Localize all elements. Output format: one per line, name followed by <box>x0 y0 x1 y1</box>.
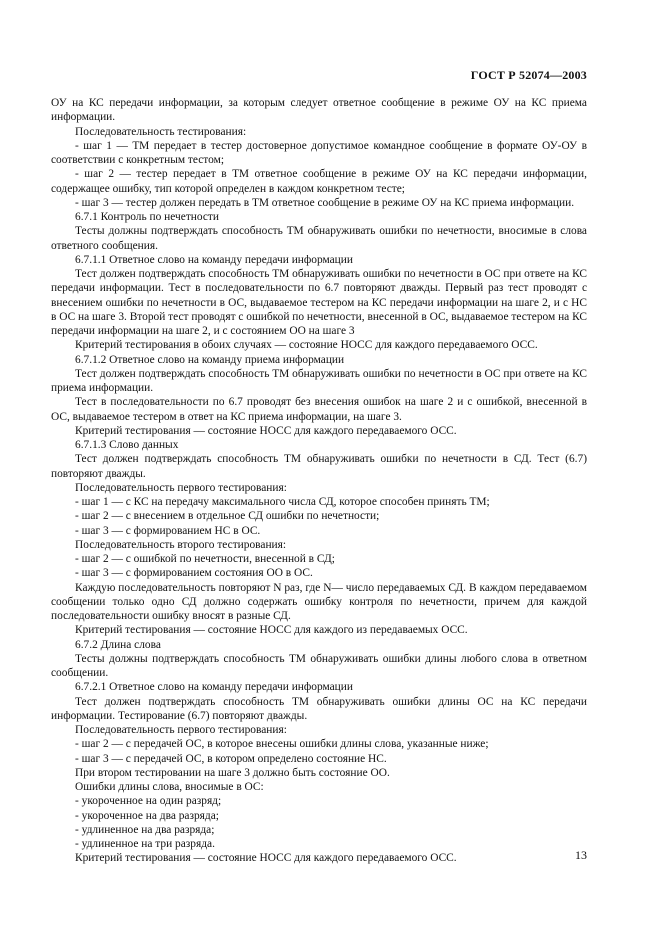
paragraph: Каждую последовательность повторяют N раз, где N— число передаваемых СД. В каждом передаваемом сообщении только одно СД должно содержать ошибку контроля по нечетности, причем для каждой последовательности ошибку вносят в разные СД. <box>51 581 587 622</box>
paragraph: - укороченное на один разряд; <box>75 795 222 808</box>
paragraph: Тесты должны подтверждать способность ТМ обнаруживать ошибки длины любого слова в ответном сообщении. <box>51 652 587 679</box>
paragraph: Последовательность первого тестирования: <box>75 724 287 736</box>
paragraph: Тест должен подтверждать способность ТМ обнаруживать ошибки по нечетности в ОС при ответе на КС приема информации. <box>51 367 587 394</box>
paragraph: 6.7.1 Контроль по нечетности <box>75 211 220 223</box>
paragraph: - шаг 2 — с ошибкой по нечетности, внесенной в СД; <box>75 553 335 565</box>
paragraph: - шаг 1 — ТМ передает в тестер достоверное допустимое командное сообщение в формате ОУ-ОУ в соответствии с конкретным тестом; <box>51 139 587 166</box>
paragraph: При втором тестировании на шаге 3 должно быть состояние ОО. <box>75 766 390 779</box>
paragraph: - шаг 3 — с формированием НС в ОС. <box>75 524 261 537</box>
paragraph: - удлиненное на три разряда. <box>75 838 215 850</box>
paragraph: Тест должен подтверждать способность ТМ обнаруживать ошибки длины ОС на КС передачи информации. Тестирование (6.7) повторяют дважды. <box>51 695 587 722</box>
paragraph: - шаг 2 — тестер передает в ТМ ответное сообщение в режиме ОУ на КС передачи информации, содержащее ошибку, тип которой определен в каждом конкретном тесте; <box>51 168 587 195</box>
paragraph: ОУ на КС передачи информации, за которым следует ответное сообщение в режиме ОУ на КС приема информации. <box>51 97 587 124</box>
page-number: 13 <box>575 848 587 862</box>
paragraph: - шаг 3 — с формированием состояния ОО в ОС. <box>75 567 313 580</box>
paragraph: - шаг 3 — тестер должен передать в ТМ ответное сообщение в режиме ОУ на КС приема информации. <box>75 196 575 209</box>
paragraph: Тест должен подтверждать способность ТМ обнаруживать ошибки по нечетности в ОС при ответе на КС передачи информации. Тест в последовательности по 6.7 повторяют дважды. Первый раз тест проводят с внесением ошибки по нечетности в ОС, выдаваемое тестером на КС передачи информации на шаге 2, и с НС в ОС на шаге 3. Второй тест проводят с ошибкой по нечетности, внесенной в ОС, выдаваемое тестером на КС передачи информации на шаге 2, и с состоянием ОО на шаге 3 <box>51 268 587 337</box>
document-body <box>51 96 587 866</box>
paragraph: Критерий тестирования — состояние НОСС для каждого передаваемого ОСС. <box>75 424 457 437</box>
paragraph: Ошибки длины слова, вносимые в ОС: <box>75 781 264 793</box>
paragraph: - шаг 1 — с КС на передачу максимального числа СД, которое способен принять ТМ; <box>75 496 490 508</box>
paragraph: Последовательность первого тестирования: <box>75 481 287 494</box>
paragraph: - шаг 2 — с внесением в отдельное СД ошибки по нечетности; <box>75 510 380 523</box>
paragraph: - шаг 3 — с передачей ОС, в котором определено состояние НС. <box>75 752 387 765</box>
paragraph: Тесты должны подтверждать способность ТМ обнаруживать ошибки по нечетности, вносимые в слова ответного сообщения. <box>51 225 587 252</box>
paragraph: 6.7.1.1 Ответное слово на команду передачи информации <box>75 253 353 266</box>
paragraph: Последовательность второго тестирования: <box>75 538 287 551</box>
paragraph: - укороченное на два разряда; <box>75 809 219 822</box>
paragraph: 6.7.2 Длина слова <box>75 638 161 651</box>
paragraph: Критерий тестирования в обоих случаях — состояние НОСС для каждого передаваемого ОСС. <box>75 339 538 352</box>
paragraph: 6.7.1.3 Слово данных <box>75 439 179 451</box>
paragraph: 6.7.2.1 Ответное слово на команду передачи информации <box>75 681 353 694</box>
paragraph: - шаг 2 — с передачей ОС, в которое внесены ошибки длины слова, указанные ниже; <box>75 738 489 751</box>
paragraph: Тест должен подтверждать способность ТМ обнаруживать ошибки по нечетности в СД. Тест (6.7) повторяют дважды. <box>51 453 587 480</box>
paragraph: 6.7.1.2 Ответное слово на команду приема информации <box>75 353 345 366</box>
document-header: ГОСТ Р 52074—2003 <box>470 68 587 82</box>
paragraph: Критерий тестирования — состояние НОСС для каждого из передаваемых ОСС. <box>75 624 468 637</box>
paragraph: - удлиненное на два разряда; <box>75 823 215 836</box>
paragraph: Тест в последовательности по 6.7 проводят без внесения ошибок на шаге 2 и с ошибкой, внесенной в ОС, выдаваемое тестером в ответ на КС приема информации, на шаге 3. <box>51 396 587 423</box>
paragraph: Последовательность тестирования: <box>75 125 247 138</box>
paragraph: Критерий тестирования — состояние НОСС для каждого передаваемого ОСС. <box>75 852 457 865</box>
